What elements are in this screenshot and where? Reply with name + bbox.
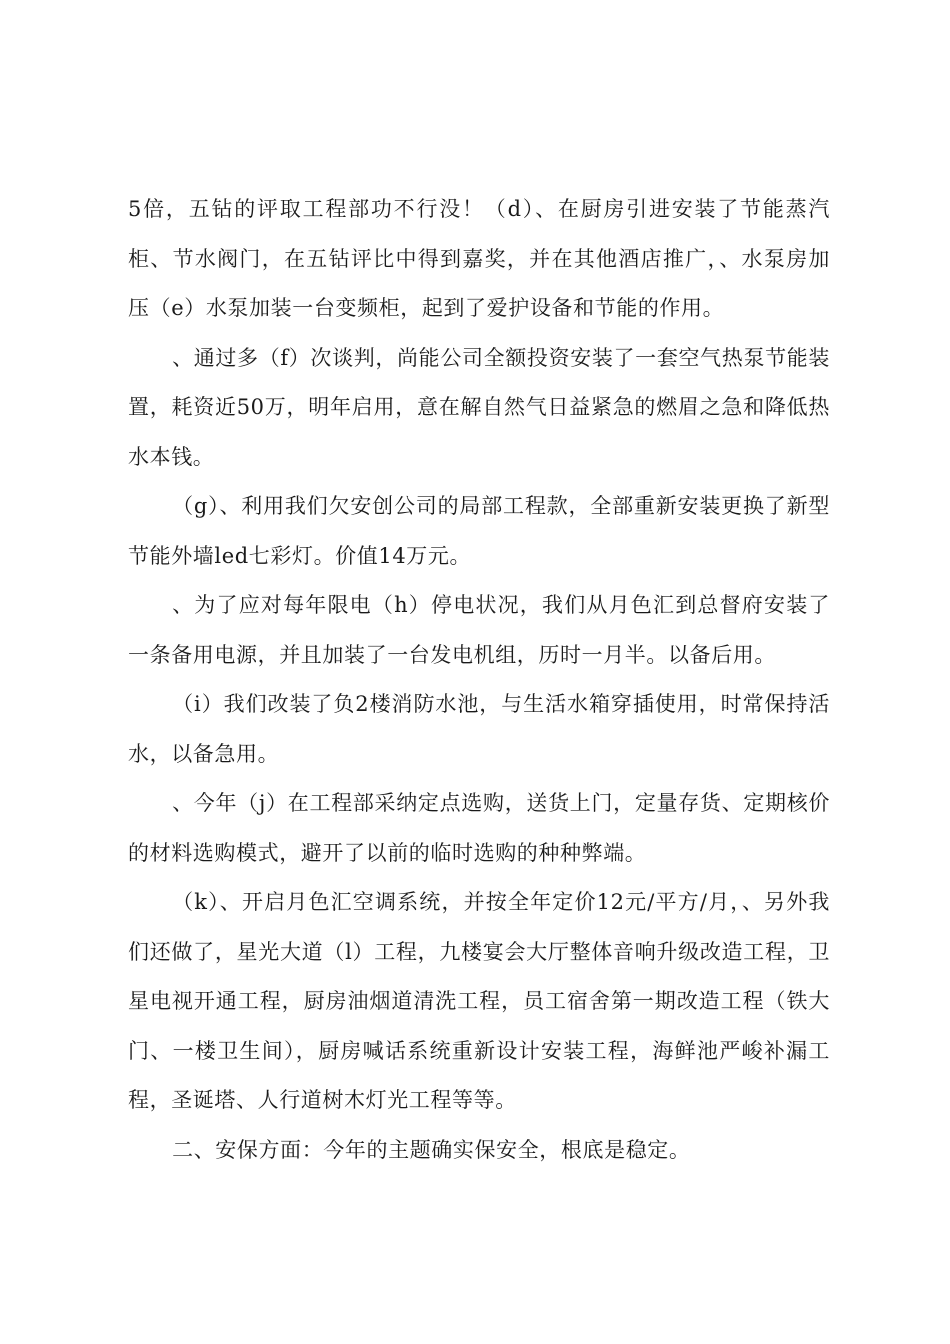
paragraph-continuation: 5倍，五钻的评取工程部功不行没！（d）、在厨房引进安装了节能蒸汽柜、节水阀门，在五钻评比中得到嘉奖，并在其他酒店推广，、水泵房加压（e）水泵加装一台变频柜，起到了爱护设备和节能的作用。 xyxy=(128,197,830,320)
paragraph-h: 、为了应对每年限电（h）停电状况，我们从月色汇到总督府安装了一条备用电源，并且加装了一台发电机组，历时一月半。以备后用。 xyxy=(128,593,830,667)
paragraph-k: （k）、开启月色汇空调系统，并按全年定价12元/平方/月，、另外我们还做了，星光大道（l）工程，九楼宴会大厅整体音响升级改造工程，卫星电视开通工程，厨房油烟道清洗工程，员工宿舍第一期改造工程（铁大门、一楼卫生间），厨房喊话系统重新设计安装工程，海鲜池严峻补漏工程，圣诞塔、人行道树木灯光工程等等。 xyxy=(128,890,830,1112)
document-body xyxy=(128,185,830,1175)
section-heading-security: 二、安保方面：今年的主题确实保安全，根底是稳定。 xyxy=(172,1137,691,1162)
paragraph-f: 、通过多（f）次谈判，尚能公司全额投资安装了一套空气热泵节能装置，耗资近50万，明年启用，意在解自然气日益紧急的燃眉之急和降低热水本钱。 xyxy=(128,345,830,469)
paragraph-g: （g）、利用我们欠安创公司的局部工程款，全部重新安装更换了新型节能外墙led七彩灯。价值14万元。 xyxy=(128,494,830,568)
paragraph-j: 、今年（j）在工程部采纳定点选购，送货上门，定量存货、定期核价的材料选购模式，避开了以前的临时选购的种种弊端。 xyxy=(128,791,830,865)
paragraph-i: （i）我们改装了负2楼消防水池，与生活水箱穿插使用，时常保持活水，以备急用。 xyxy=(128,692,830,766)
